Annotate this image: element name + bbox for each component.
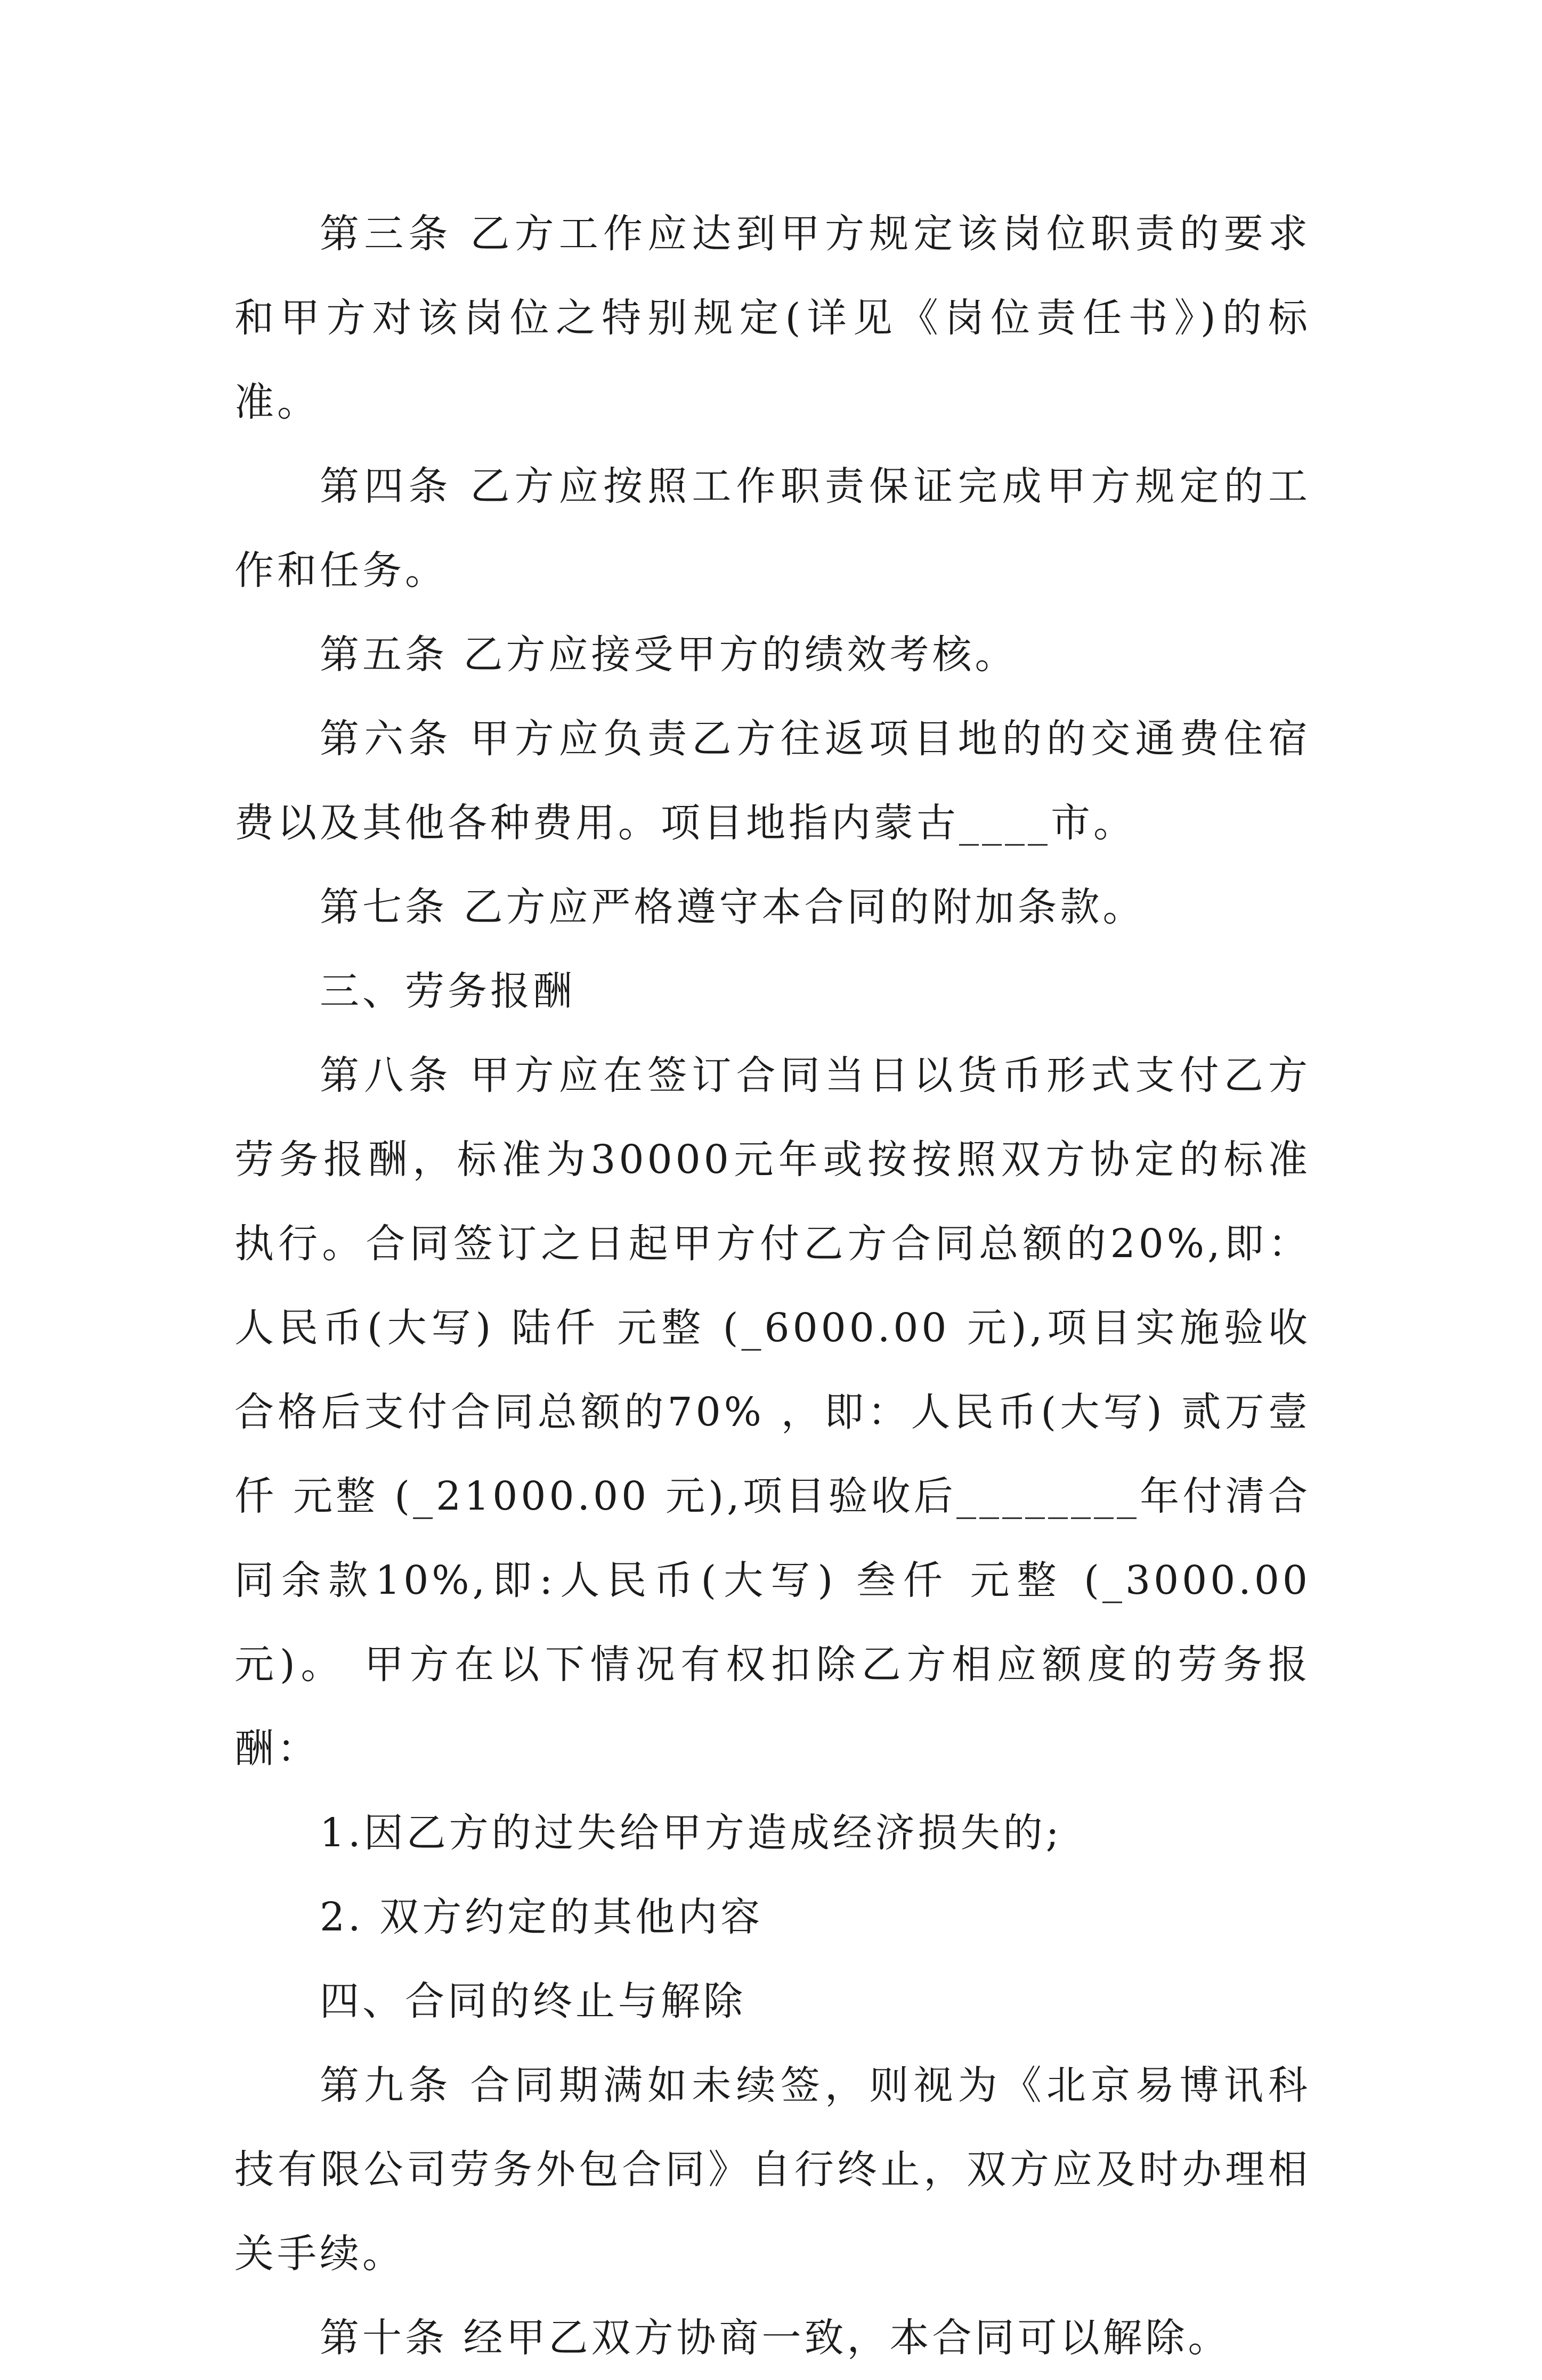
article-7-paragraph: 第七条 乙方应严格遵守本合同的附加条款。: [320, 884, 1146, 930]
deduction-item-1: 1.因乙方的过失给甲方造成经济损失的;: [320, 1810, 1062, 1856]
article-10-paragraph: 第十条 经甲乙双方协商一致，本合同可以解除。: [320, 2315, 1231, 2361]
section-3-heading: 三、劳务报酬: [320, 968, 575, 1014]
article-6-paragraph: 第六条 甲方应负责乙方往返项目地的的交通费住宿费以及其他各种费用。项目地指内蒙古____市。: [234, 716, 1311, 846]
section-4-heading: 四、合同的终止与解除: [320, 1978, 746, 2024]
article-3-paragraph: 第三条 乙方工作应达到甲方规定该岗位职责的要求和甲方对该岗位之特别规定(详见《岗位责任书》)的标准。: [234, 211, 1311, 425]
article-8-paragraph: 第八条 甲方应在签订合同当日以货币形式支付乙方劳务报酬，标准为30000元年或按按照双方协定的标准执行。合同签订之日起甲方付乙方合同总额的20%,即：人民币(大写) 陆仟 元整 (_6000.00 元),项目实施验收合格后支付合同总额的70% ，即：人民币(大写) 贰万壹仟 元整 (_21000.00 元),项目验收后________年付清合同余款10%,即:人民币(大写) 叁仟 元整 (_3000.00元)。 甲方在以下情况有权扣除乙方相应额度的劳务报酬：: [234, 1053, 1311, 1772]
article-9-paragraph: 第九条 合同期满如未续签，则视为《北京易博讯科技有限公司劳务外包合同》自行终止，双方应及时办理相关手续。: [234, 2063, 1311, 2277]
article-4-paragraph: 第四条 乙方应按照工作职责保证完成甲方规定的工作和任务。: [234, 463, 1311, 593]
document-body: [234, 192, 1311, 2380]
article-5-paragraph: 第五条 乙方应接受甲方的绩效考核。: [320, 632, 1018, 678]
deduction-item-2: 2. 双方约定的其他内容: [320, 1894, 764, 1940]
